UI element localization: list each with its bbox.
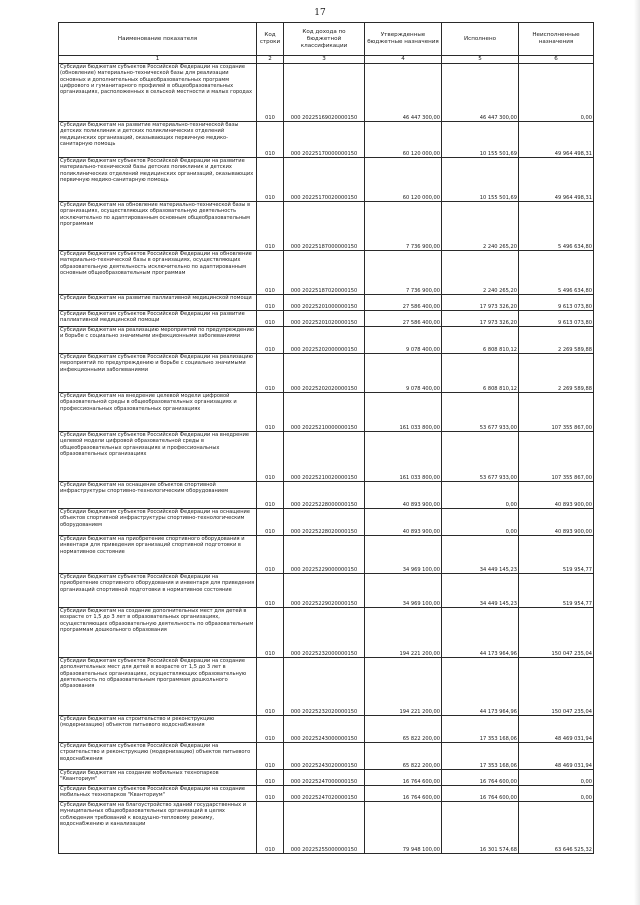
unexecuted-amount: 0,00 <box>519 770 594 786</box>
income-code: 000 20225232000000150 <box>284 608 365 658</box>
unexecuted-amount: 519 954,77 <box>519 536 594 574</box>
table-row <box>59 802 594 854</box>
column-number: 3 <box>284 56 365 64</box>
approved-amount: 9 078 400,00 <box>365 327 442 354</box>
approved-amount: 65 822 200,00 <box>365 716 442 743</box>
income-code: 000 20225228000000150 <box>284 482 365 509</box>
income-code: 000 20225229020000150 <box>284 574 365 608</box>
table-header-row <box>59 23 594 56</box>
unexecuted-amount: 49 964 498,31 <box>519 122 594 158</box>
unexecuted-amount: 2 269 589,88 <box>519 327 594 354</box>
unexecuted-amount: 49 964 498,31 <box>519 158 594 202</box>
table-row <box>59 158 594 202</box>
indicator-name: Субсидии бюджетам субъектов Российской Федерации на приобретение спортивного оборудования и инвентаря для приведения организаций спортивной подготовки в нормативное состояние <box>59 574 257 608</box>
unexecuted-amount: 5 496 634,80 <box>519 251 594 295</box>
executed-amount: 2 240 265,20 <box>442 251 519 295</box>
indicator-name: Субсидии бюджетам субъектов Российской Федерации на внедрение целевой модели цифровой образовательной среды в общеобразовательных организациях и профессиональных образовательных организациях <box>59 432 257 482</box>
income-code: 000 20225210000000150 <box>284 393 365 432</box>
indicator-name: Субсидии бюджетам на развитие материально-технической базы детских поликлиник и детских поликлинических отделений медицинских организаций, оказывающих первичную медико-санитарную помощь <box>59 122 257 158</box>
income-code: 000 20225210020000150 <box>284 432 365 482</box>
table-row <box>59 311 594 327</box>
unexecuted-amount: 0,00 <box>519 786 594 802</box>
unexecuted-amount: 107 355 867,00 <box>519 432 594 482</box>
table-row <box>59 509 594 536</box>
approved-amount: 79 948 100,00 <box>365 802 442 854</box>
header-income-code: Код дохода по бюджетной классификации <box>284 23 365 56</box>
income-code: 000 20225202020000150 <box>284 354 365 393</box>
table-row <box>59 327 594 354</box>
line-code: 010 <box>257 658 284 716</box>
approved-amount: 40 893 900,00 <box>365 482 442 509</box>
executed-amount: 2 240 265,20 <box>442 202 519 251</box>
table-row <box>59 574 594 608</box>
column-number: 4 <box>365 56 442 64</box>
income-code: 000 20225170000000150 <box>284 122 365 158</box>
header-approved: Утвержденные бюджетные назначения <box>365 23 442 56</box>
indicator-name: Субсидии бюджетам на приобретение спортивного оборудования и инвентаря для приведения организаций спортивной подготовки в нормативное состояние <box>59 536 257 574</box>
table-row <box>59 354 594 393</box>
unexecuted-amount: 48 469 031,94 <box>519 743 594 770</box>
approved-amount: 34 969 100,00 <box>365 536 442 574</box>
approved-amount: 40 893 900,00 <box>365 509 442 536</box>
indicator-name: Субсидии бюджетам на внедрение целевой модели цифровой образовательной среды в общеобразовательных организациях и профессиональных образовательных организациях <box>59 393 257 432</box>
income-code: 000 20225243000000150 <box>284 716 365 743</box>
executed-amount: 46 447 300,00 <box>442 64 519 122</box>
executed-amount: 10 155 501,69 <box>442 158 519 202</box>
executed-amount: 0,00 <box>442 509 519 536</box>
unexecuted-amount: 9 613 073,80 <box>519 311 594 327</box>
column-number: 1 <box>59 56 257 64</box>
line-code: 010 <box>257 770 284 786</box>
executed-amount: 44 173 964,96 <box>442 608 519 658</box>
table-row <box>59 251 594 295</box>
line-code: 010 <box>257 64 284 122</box>
line-code: 010 <box>257 509 284 536</box>
income-code: 000 20225247000000150 <box>284 770 365 786</box>
approved-amount: 161 033 800,00 <box>365 393 442 432</box>
executed-amount: 6 808 810,12 <box>442 327 519 354</box>
executed-amount: 17 973 326,20 <box>442 311 519 327</box>
approved-amount: 60 120 000,00 <box>365 158 442 202</box>
line-code: 010 <box>257 295 284 311</box>
line-code: 010 <box>257 786 284 802</box>
indicator-name: Субсидии бюджетам субъектов Российской Федерации на реализацию мероприятий по предупреждению и борьбе с социально значимыми инфекционными заболеваниями <box>59 354 257 393</box>
indicator-name: Субсидии бюджетам субъектов Российской Федерации на создание (обновление) материально-технической базы для реализации основных и дополнительных общеобразовательных программ цифрового и гуманитарного профилей в общеобразовательных организациях, расположенных в сельской местности и малых городах <box>59 64 257 122</box>
unexecuted-amount: 9 613 073,80 <box>519 295 594 311</box>
header-unexecuted: Неисполненные назначения <box>519 23 594 56</box>
executed-amount: 16 764 600,00 <box>442 786 519 802</box>
table-body <box>59 64 594 854</box>
executed-amount: 10 155 501,69 <box>442 122 519 158</box>
approved-amount: 194 221 200,00 <box>365 658 442 716</box>
executed-amount: 34 449 145,23 <box>442 536 519 574</box>
executed-amount: 16 301 574,68 <box>442 802 519 854</box>
indicator-name: Субсидии бюджетам на строительство и реконструкцию (модернизацию) объектов питьевого водоснабжения <box>59 716 257 743</box>
unexecuted-amount: 0,00 <box>519 64 594 122</box>
approved-amount: 7 736 900,00 <box>365 202 442 251</box>
line-code: 010 <box>257 393 284 432</box>
line-code: 010 <box>257 482 284 509</box>
indicator-name: Субсидии бюджетам на благоустройство зданий государственных и муниципальных общеобразовательных организаций в целях соблюдения требований к воздушно-тепловому режиму, водоснабжению и канализации <box>59 802 257 854</box>
table-row <box>59 716 594 743</box>
indicator-name: Субсидии бюджетам субъектов Российской Федерации на создание дополнительных мест для детей в возрасте от 1,5 до 3 лет в образовательных организациях, осуществляющих образовательную деятельность по образовательным программам дошкольного образования <box>59 658 257 716</box>
scan-edge-shadow <box>634 0 640 905</box>
table-row <box>59 295 594 311</box>
unexecuted-amount: 519 954,77 <box>519 574 594 608</box>
line-code: 010 <box>257 574 284 608</box>
line-code: 010 <box>257 354 284 393</box>
line-code: 010 <box>257 122 284 158</box>
income-code: 000 20225202000000150 <box>284 327 365 354</box>
line-code: 010 <box>257 716 284 743</box>
income-code: 000 20225228020000150 <box>284 509 365 536</box>
line-code: 010 <box>257 608 284 658</box>
page-number: 17 <box>314 8 326 18</box>
table-row <box>59 743 594 770</box>
table-row <box>59 393 594 432</box>
column-number: 5 <box>442 56 519 64</box>
table-row <box>59 658 594 716</box>
income-code: 000 20225201000000150 <box>284 295 365 311</box>
unexecuted-amount: 150 047 235,04 <box>519 658 594 716</box>
line-code: 010 <box>257 432 284 482</box>
executed-amount: 16 764 600,00 <box>442 770 519 786</box>
approved-amount: 34 969 100,00 <box>365 574 442 608</box>
approved-amount: 60 120 000,00 <box>365 122 442 158</box>
income-code: 000 20225255000000150 <box>284 802 365 854</box>
unexecuted-amount: 150 047 235,04 <box>519 608 594 658</box>
unexecuted-amount: 48 469 031,94 <box>519 716 594 743</box>
executed-amount: 17 353 168,06 <box>442 743 519 770</box>
executed-amount: 53 677 933,00 <box>442 432 519 482</box>
approved-amount: 9 078 400,00 <box>365 354 442 393</box>
approved-amount: 46 447 300,00 <box>365 64 442 122</box>
approved-amount: 7 736 900,00 <box>365 251 442 295</box>
indicator-name: Субсидии бюджетам субъектов Российской Федерации на оснащение объектов спортивной инфраструктуры спортивно-технологическим оборудованием <box>59 509 257 536</box>
approved-amount: 65 822 200,00 <box>365 743 442 770</box>
indicator-name: Субсидии бюджетам на реализацию мероприятий по предупреждению и борьбе с социально значимыми инфекционными заболеваниями <box>59 327 257 354</box>
table-row <box>59 536 594 574</box>
unexecuted-amount: 63 646 525,32 <box>519 802 594 854</box>
income-code: 000 20225187020000150 <box>284 251 365 295</box>
table-row <box>59 786 594 802</box>
approved-amount: 27 586 400,00 <box>365 311 442 327</box>
unexecuted-amount: 107 355 867,00 <box>519 393 594 432</box>
line-code: 010 <box>257 202 284 251</box>
indicator-name: Субсидии бюджетам субъектов Российской Федерации на создание мобильных технопарков "Кванториум" <box>59 786 257 802</box>
indicator-name: Субсидии бюджетам на оснащение объектов спортивной инфраструктуры спортивно-технологическим оборудованием <box>59 482 257 509</box>
executed-amount: 53 677 933,00 <box>442 393 519 432</box>
indicator-name: Субсидии бюджетам субъектов Российской Федерации на развитие материально-технической базы детских поликлиник и детских поликлинических отделений медицинских организаций, оказывающих первичную медико-санитарную помощь <box>59 158 257 202</box>
indicator-name: Субсидии бюджетам на создание дополнительных мест для детей в возрасте от 1,5 до 3 лет в образовательных организациях, осуществляющих образовательную деятельность по образовательным программам дошкольного образования <box>59 608 257 658</box>
income-code: 000 20225169020000150 <box>284 64 365 122</box>
header-executed: Исполнено <box>442 23 519 56</box>
indicator-name: Субсидии бюджетам субъектов Российской Федерации на развитие паллиативной медицинской помощи <box>59 311 257 327</box>
line-code: 010 <box>257 251 284 295</box>
unexecuted-amount: 2 269 589,88 <box>519 354 594 393</box>
line-code: 010 <box>257 743 284 770</box>
budget-execution-table <box>58 22 594 854</box>
table-row <box>59 770 594 786</box>
indicator-name: Субсидии бюджетам на развитие паллиативной медицинской помощи <box>59 295 257 311</box>
approved-amount: 27 586 400,00 <box>365 295 442 311</box>
approved-amount: 16 764 600,00 <box>365 770 442 786</box>
approved-amount: 194 221 200,00 <box>365 608 442 658</box>
executed-amount: 6 808 810,12 <box>442 354 519 393</box>
executed-amount: 17 353 168,06 <box>442 716 519 743</box>
column-number: 6 <box>519 56 594 64</box>
table-row <box>59 202 594 251</box>
indicator-name: Субсидии бюджетам субъектов Российской Федерации на обновление материально-технической базы в организациях, осуществляющих образовательную деятельность исключительно по адаптированным основным общеобразовательным программам <box>59 251 257 295</box>
header-line-code: Код строки <box>257 23 284 56</box>
executed-amount: 34 449 145,23 <box>442 574 519 608</box>
line-code: 010 <box>257 158 284 202</box>
line-code: 010 <box>257 536 284 574</box>
approved-amount: 16 764 600,00 <box>365 786 442 802</box>
table-row <box>59 432 594 482</box>
executed-amount: 44 173 964,96 <box>442 658 519 716</box>
header-name: Наименование показателя <box>59 23 257 56</box>
table-row <box>59 608 594 658</box>
table-row <box>59 64 594 122</box>
income-code: 000 20225229000000150 <box>284 536 365 574</box>
indicator-name: Субсидии бюджетам субъектов Российской Федерации на строительство и реконструкцию (модернизацию) объектов питьевого водоснабжения <box>59 743 257 770</box>
line-code: 010 <box>257 311 284 327</box>
unexecuted-amount: 5 496 634,80 <box>519 202 594 251</box>
unexecuted-amount: 40 893 900,00 <box>519 482 594 509</box>
table-row <box>59 122 594 158</box>
line-code: 010 <box>257 802 284 854</box>
executed-amount: 0,00 <box>442 482 519 509</box>
column-number-row <box>59 56 594 64</box>
income-code: 000 20225187000000150 <box>284 202 365 251</box>
table-row <box>59 482 594 509</box>
indicator-name: Субсидии бюджетам на создание мобильных технопарков "Кванториум" <box>59 770 257 786</box>
indicator-name: Субсидии бюджетам на обновление материально-технической базы в организациях, осуществляющих образовательную деятельность исключительно по адаптированным основным общеобразовательным программам <box>59 202 257 251</box>
column-number: 2 <box>257 56 284 64</box>
income-code: 000 20225201020000150 <box>284 311 365 327</box>
income-code: 000 20225170020000150 <box>284 158 365 202</box>
income-code: 000 20225243020000150 <box>284 743 365 770</box>
income-code: 000 20225247020000150 <box>284 786 365 802</box>
line-code: 010 <box>257 327 284 354</box>
executed-amount: 17 973 326,20 <box>442 295 519 311</box>
income-code: 000 20225232020000150 <box>284 658 365 716</box>
unexecuted-amount: 40 893 900,00 <box>519 509 594 536</box>
approved-amount: 161 033 800,00 <box>365 432 442 482</box>
